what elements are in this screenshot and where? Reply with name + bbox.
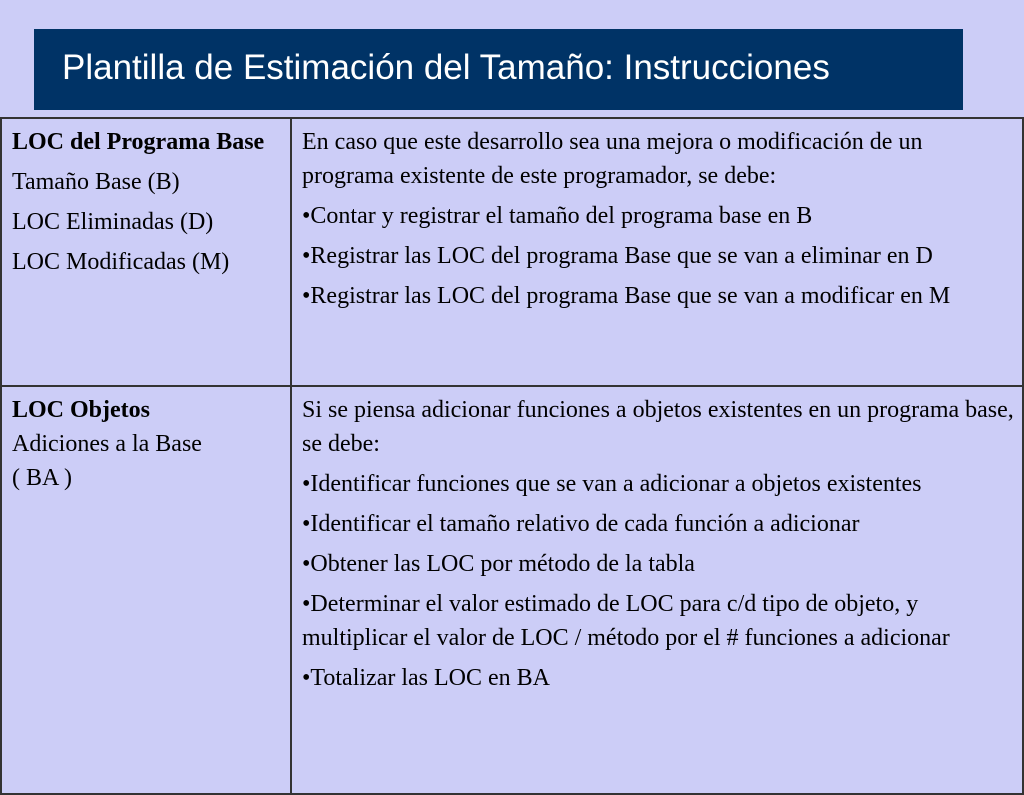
table-row — [1, 118, 1023, 386]
object-loc-cell — [1, 386, 291, 794]
base-additions-code: ( BA ) — [12, 465, 72, 491]
base-program-header: LOC del Programa Base — [12, 129, 265, 155]
instructions-table — [0, 117, 1024, 795]
base-program-intro: En caso que este desarrollo sea una mejora o modificación de un programa existente de este programador, se debe: — [302, 129, 923, 189]
object-loc-header: LOC Objetos — [12, 397, 150, 423]
list-item: •Obtener las LOC por método de la tabla — [302, 551, 695, 577]
modified-loc-label: LOC Modificadas (M) — [12, 249, 230, 275]
object-loc-instructions-cell — [291, 386, 1023, 794]
list-item: •Identificar funciones que se van a adicionar a objetos existentes — [302, 471, 922, 497]
slide-title: Plantilla de Estimación del Tamaño: Instrucciones — [62, 47, 830, 87]
object-loc-intro: Si se piensa adicionar funciones a objetos existentes en un programa base, se debe: — [302, 397, 1014, 457]
base-program-instructions-cell — [291, 118, 1023, 386]
list-item: •Identificar el tamaño relativo de cada función a adicionar — [302, 511, 860, 537]
list-item: •Determinar el valor estimado de LOC para c/d tipo de objeto, y multiplicar el valor de LOC / método por el # funciones a adicionar — [302, 591, 950, 651]
table-row — [1, 386, 1023, 794]
list-item: •Totalizar las LOC en BA — [302, 665, 550, 691]
title-bar — [34, 29, 963, 110]
list-item: •Registrar las LOC del programa Base que se van a eliminar en D — [302, 243, 933, 269]
deleted-loc-label: LOC Eliminadas (D) — [12, 209, 214, 235]
list-item: •Registrar las LOC del programa Base que se van a modificar en M — [302, 283, 951, 309]
base-program-cell — [1, 118, 291, 386]
base-size-label: Tamaño Base (B) — [12, 169, 180, 195]
list-item: •Contar y registrar el tamaño del programa base en B — [302, 203, 813, 229]
base-additions-label: Adiciones a la Base — [12, 431, 202, 457]
